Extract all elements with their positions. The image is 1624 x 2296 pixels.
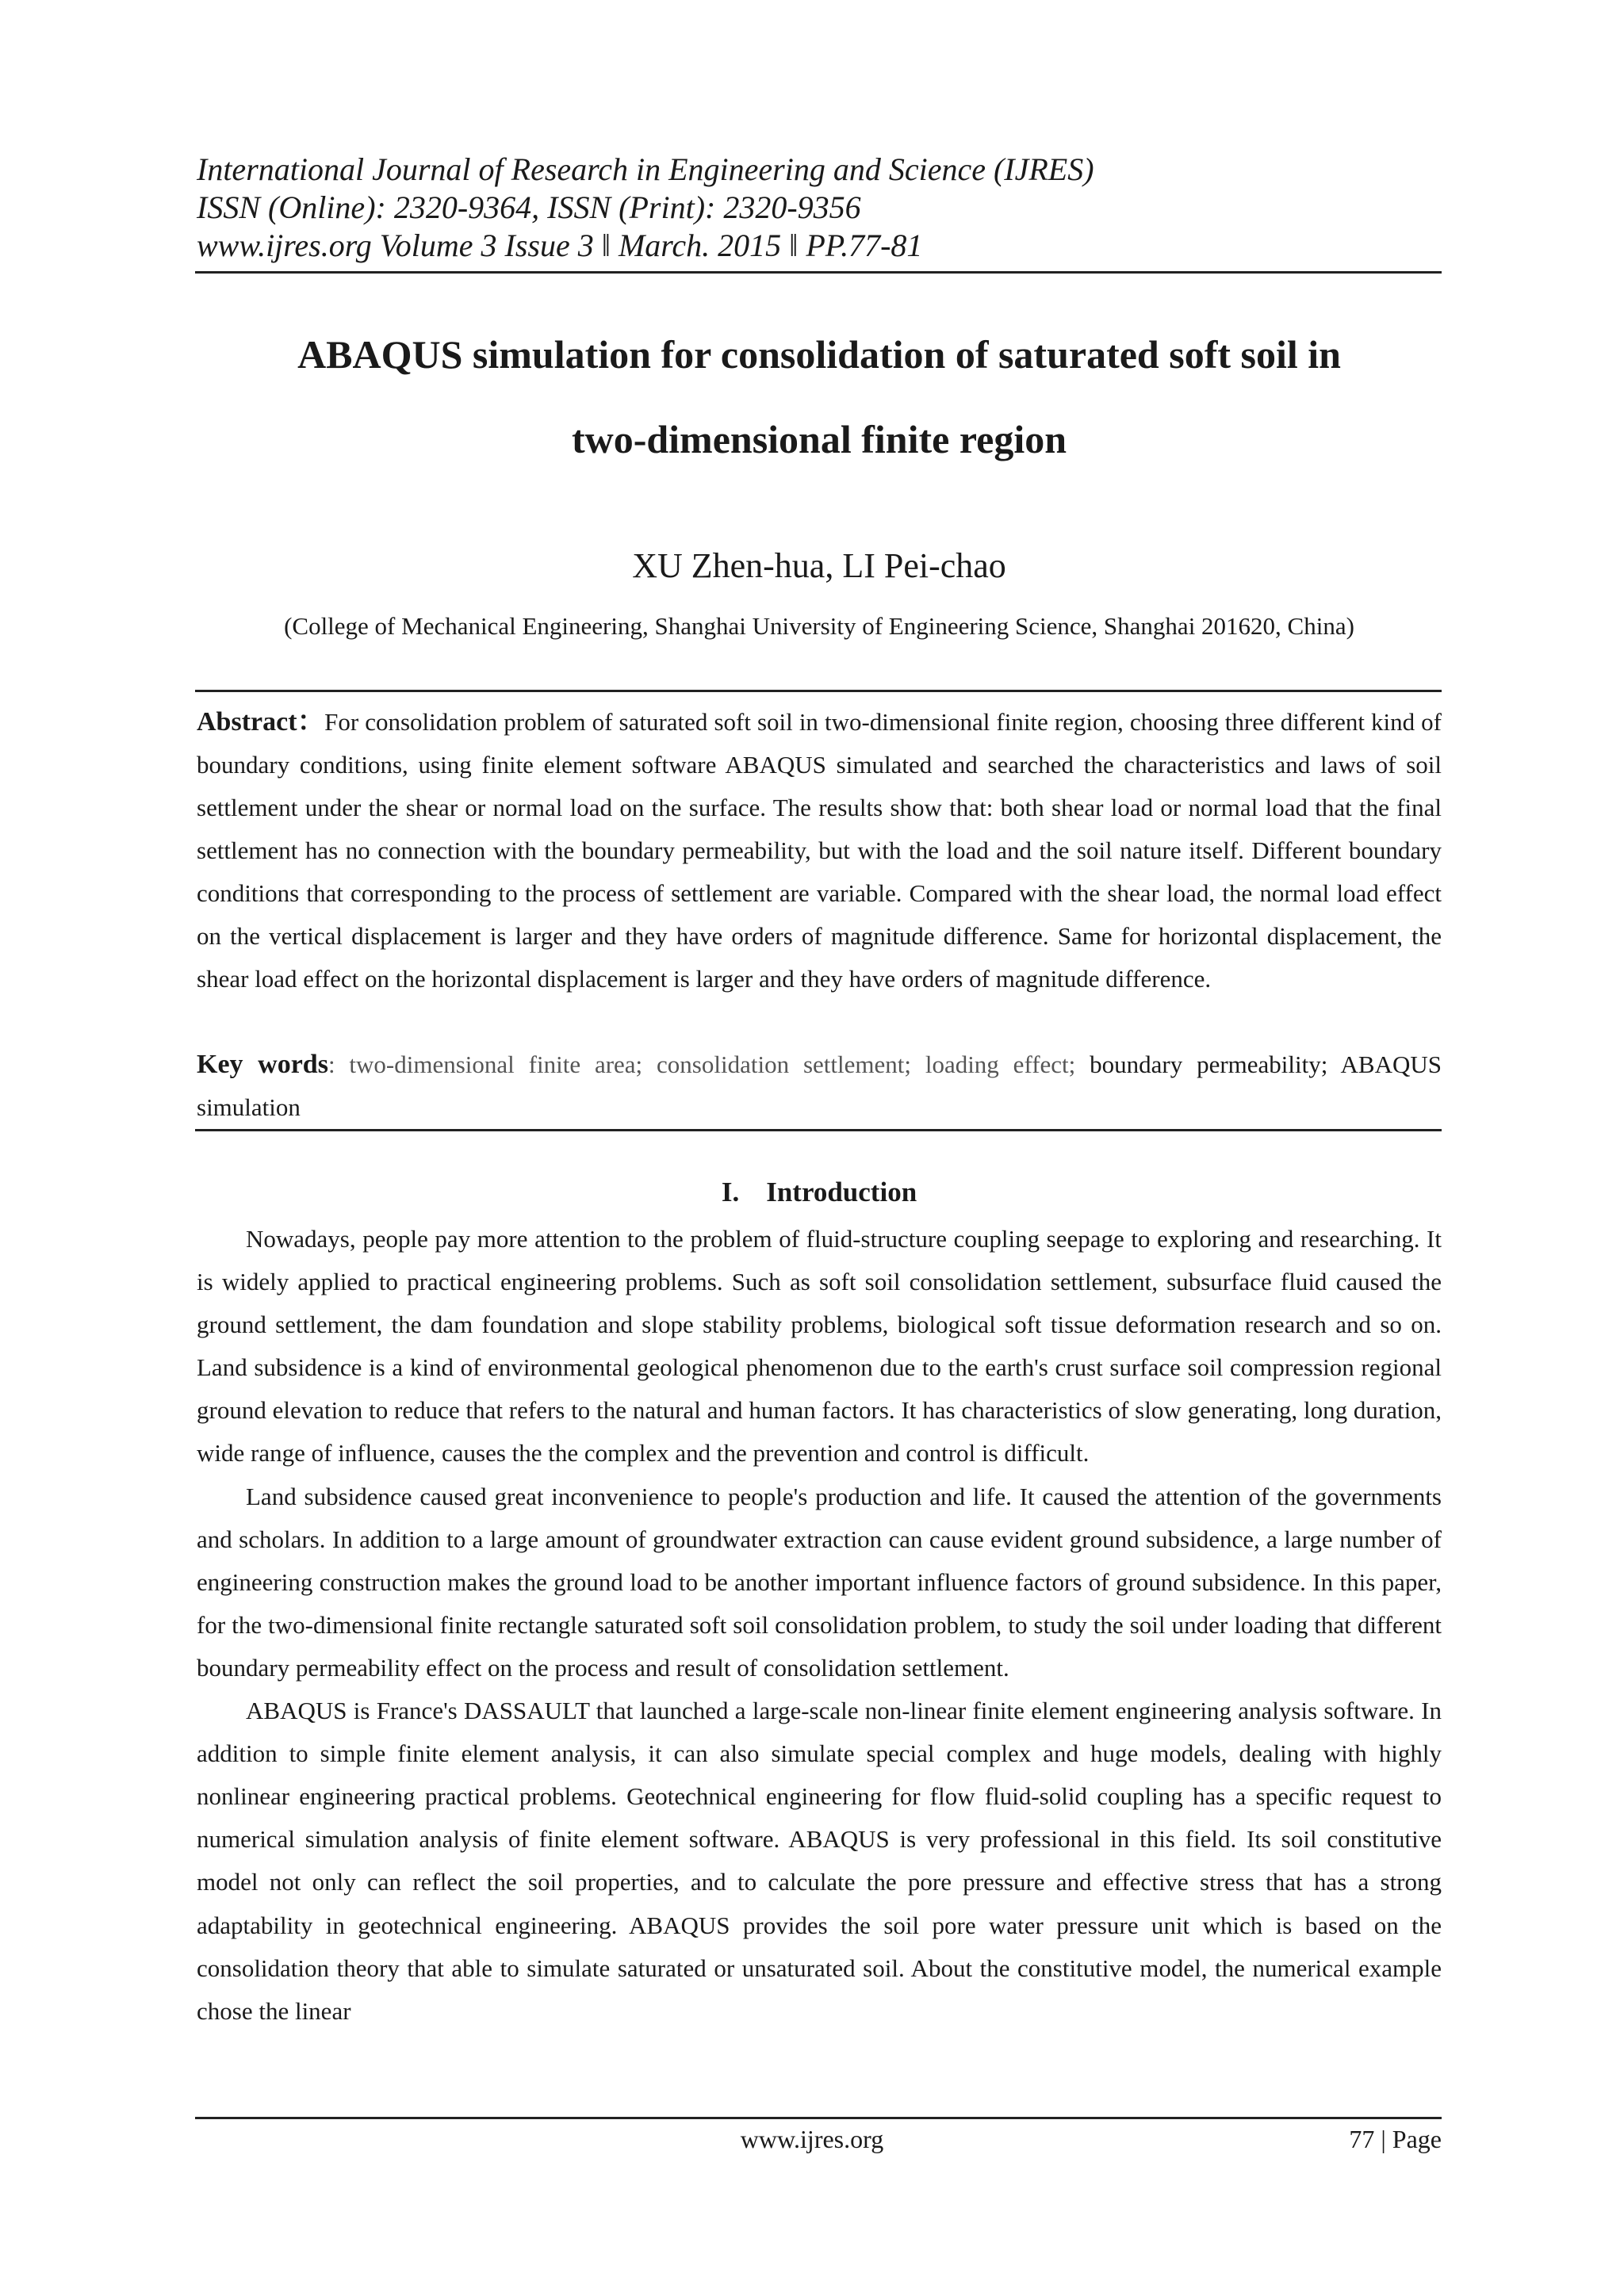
- abstract-top-rule: [195, 690, 1442, 692]
- introduction-body: [197, 1218, 1442, 2033]
- footer-url: www.ijres.org: [740, 2125, 884, 2153]
- section-heading: [197, 1175, 1442, 1210]
- abstract-label: Abstract：: [197, 707, 325, 737]
- journal-issn: ISSN (Online): 2320-9364, ISSN (Print): 2320-9356: [197, 189, 861, 225]
- page-number: 77 | Page: [1349, 2125, 1442, 2153]
- paragraph: Nowadays, people pay more attention to the problem of fluid-structure coupling seepage to exploring and researching. It is widely applied to practical engineering problems. Such as soft soil consolidation settlement, subsurface fluid caused the ground settlement, the dam foundation and slope stability problems, biological soft tissue deformation research and so on. Land subsidence is a kind of environmental geological phenomenon due to the earth's crust surface soil compression regional ground elevation to reduce that refers to the natural and human factors. It has characteristics of slow generating, long duration, wide range of influence, causes the the complex and the prevention and control is difficult.: [197, 1225, 1442, 1468]
- abstract: [197, 701, 1442, 1001]
- section-number: I.: [721, 1177, 740, 1207]
- keywords-list-part-2: boundary permeability; ABAQUS simulation: [197, 1050, 1442, 1121]
- abstract-bottom-rule: [195, 1129, 1442, 1131]
- keywords-list-part-1: : two-dimensional finite area; consolidation settlement; loading effect;: [327, 1050, 1090, 1078]
- header-rule: [195, 271, 1442, 274]
- keywords-label: Key words: [197, 1050, 328, 1079]
- affiliation: (College of Mechanical Engineering, Shanghai University of Engineering Science, Shanghai 201620, China): [284, 612, 1354, 640]
- keywords: [197, 1043, 1442, 1129]
- footer-rule: [195, 2117, 1442, 2119]
- paper-title-line-1: ABAQUS simulation for consolidation of saturated soft soil in: [297, 332, 1341, 377]
- journal-issue: www.ijres.org Volume 3 Issue 3 ǁ March. 2015 ǁ PP.77-81: [197, 228, 923, 263]
- section-title: Introduction: [766, 1177, 917, 1207]
- journal-header: [197, 151, 1442, 265]
- paper-title-line-2: two-dimensional finite region: [571, 417, 1067, 461]
- abstract-text: For consolidation problem of saturated soft soil in two-dimensional finite region, choosing three different kind of boundary conditions, using finite element software ABAQUS simulated and searched the characteristics and laws of soil settlement under the shear or normal load on the surface. The results show that: both shear load or normal load that the final settlement has no connection with the boundary permeability, but with the load and the soil nature itself. Different boundary conditions that corresponding to the process of settlement are variable. Compared with the shear load, the normal load effect on the vertical displacement is larger and they have orders of magnitude difference. Same for horizontal displacement, the shear load effect on the horizontal displacement is larger and they have orders of magnitude difference.: [197, 708, 1442, 993]
- paragraph: ABAQUS is France's DASSAULT that launched a large-scale non-linear finite element engineering analysis software. In addition to simple finite element analysis, it can also simulate special complex and huge models, dealing with highly nonlinear engineering practical problems. Geotechnical engineering for flow fluid-solid coupling has a specific request to numerical simulation analysis of finite element software. ABAQUS is very professional in this field. Its soil constitutive model not only can reflect the soil properties, and to calculate the pore pressure and effective stress that has a strong adaptability in geotechnical engineering. ABAQUS provides the soil pore water pressure unit which is based on the consolidation theory that able to simulate saturated or unsaturated soil. About the constitutive model, the numerical example chose the linear: [197, 1697, 1442, 2025]
- authors: XU Zhen-hua, LI Pei-chao: [632, 546, 1006, 585]
- paragraph: Land subsidence caused great inconvenience to people's production and life. It caused the attention of the governments and scholars. In addition to a large amount of groundwater extraction can cause evident ground subsidence, a large number of engineering construction makes the ground load to be another important influence factors of ground subsidence. In this paper, for the two-dimensional finite rectangle saturated soft soil consolidation problem, to study the soil under loading that different boundary permeability effect on the process and result of consolidation settlement.: [197, 1482, 1442, 1682]
- journal-name: International Journal of Research in Engineering and Science (IJRES): [197, 151, 1094, 187]
